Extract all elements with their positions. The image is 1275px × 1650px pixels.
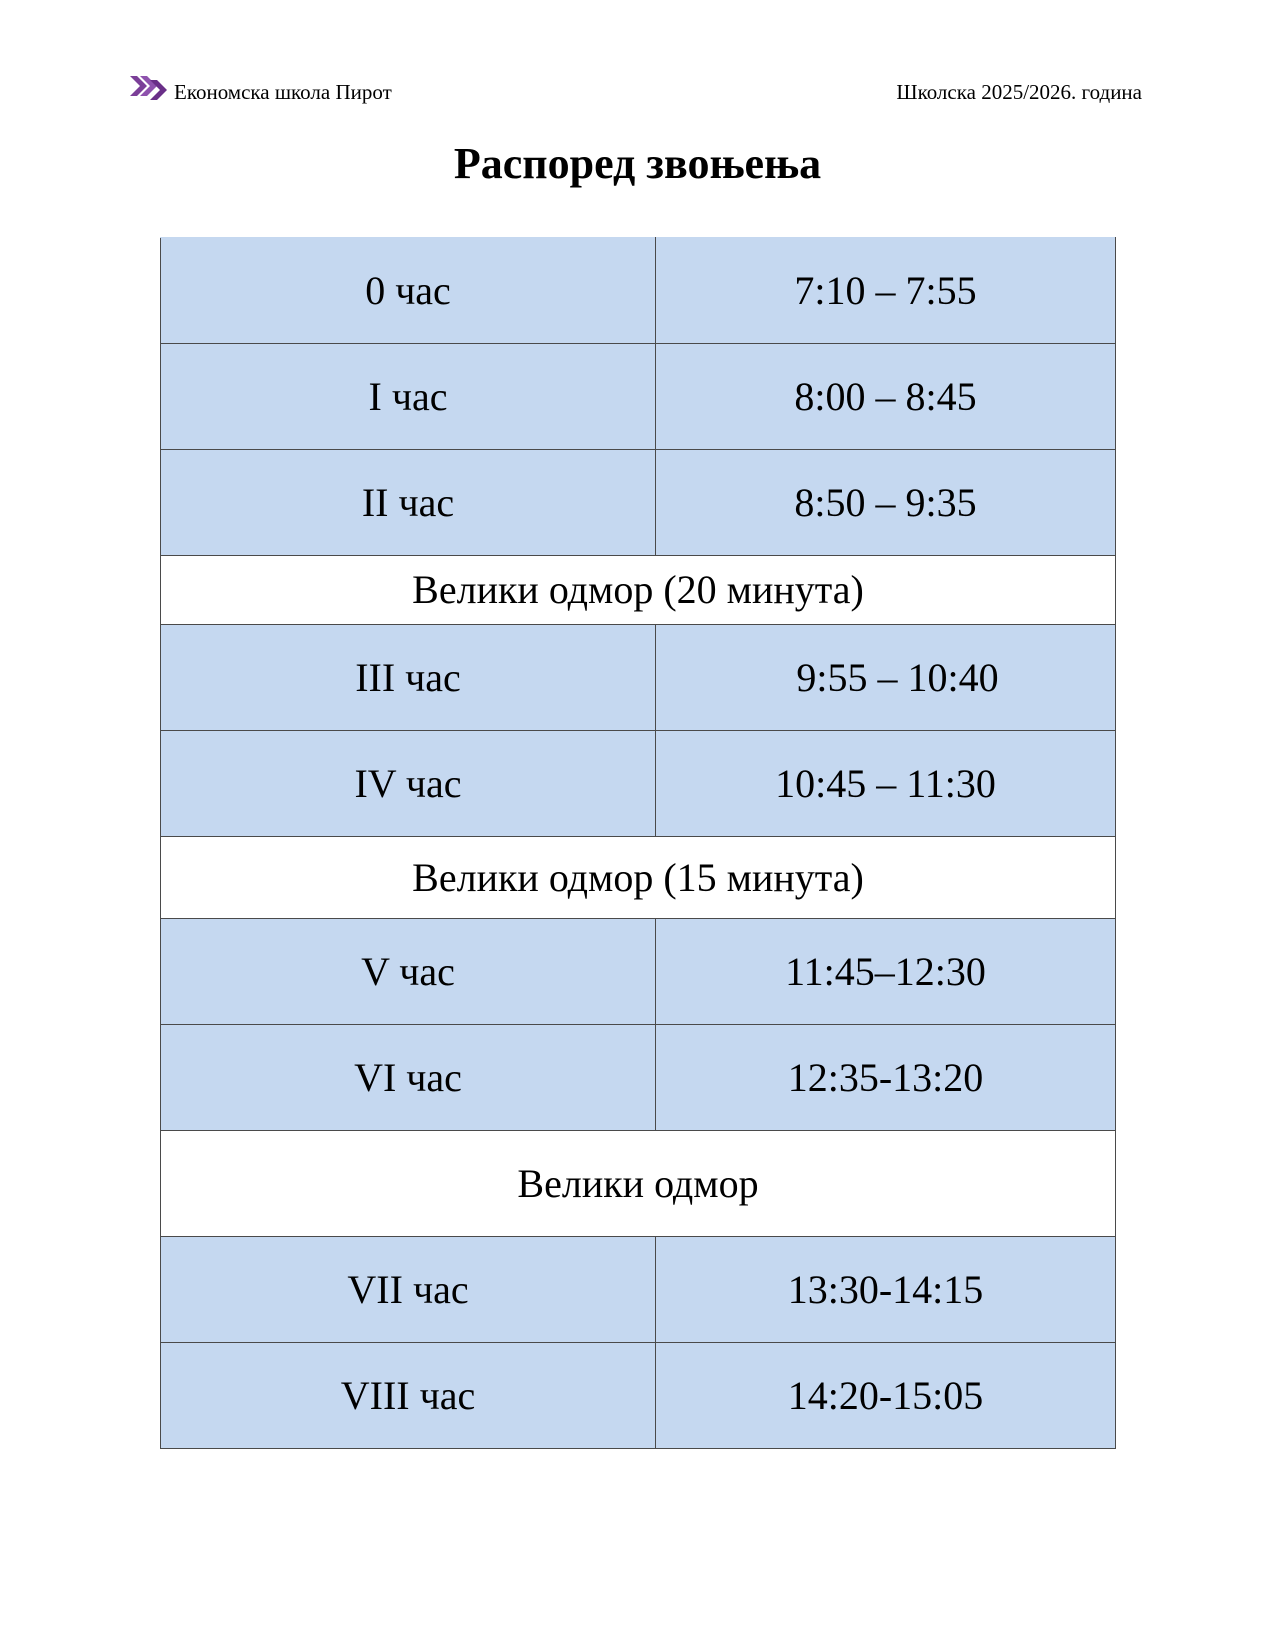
lesson-name: 0 час <box>161 238 656 344</box>
lesson-name: VIII час <box>161 1343 656 1449</box>
table-row-break <box>161 1131 1116 1237</box>
lesson-time: 12:35-13:20 <box>656 1025 1116 1131</box>
table-row-break <box>161 556 1116 625</box>
lesson-time: 14:20-15:05 <box>656 1343 1116 1449</box>
page-header <box>0 74 1275 114</box>
break-label: Велики одмор (20 минута) <box>161 556 1116 625</box>
lesson-time: 7:10 – 7:55 <box>656 238 1116 344</box>
lesson-name: VII час <box>161 1237 656 1343</box>
table-row-lesson <box>161 1025 1116 1131</box>
chevron-arrows-icon <box>130 74 168 102</box>
lesson-name: VI час <box>161 1025 656 1131</box>
table-row-lesson <box>161 919 1116 1025</box>
lesson-time: 13:30-14:15 <box>656 1237 1116 1343</box>
lesson-time: 8:00 – 8:45 <box>656 344 1116 450</box>
table-row-lesson <box>161 344 1116 450</box>
lesson-name: II час <box>161 450 656 556</box>
bell-schedule-table <box>160 237 1116 1449</box>
lesson-time: 9:55 – 10:40 <box>656 625 1116 731</box>
lesson-time: 10:45 – 11:30 <box>656 731 1116 837</box>
table-row-lesson <box>161 238 1116 344</box>
lesson-time: 11:45–12:30 <box>656 919 1116 1025</box>
table-row-lesson <box>161 625 1116 731</box>
lesson-name: III час <box>161 625 656 731</box>
table-row-lesson <box>161 1343 1116 1449</box>
break-label: Велики одмор <box>161 1131 1116 1237</box>
table-row-lesson <box>161 1237 1116 1343</box>
lesson-name: I час <box>161 344 656 450</box>
school-name: Економска школа Пирот <box>174 80 392 104</box>
table-row-lesson <box>161 450 1116 556</box>
lesson-name: IV час <box>161 731 656 837</box>
break-label: Велики одмор (15 минута) <box>161 837 1116 919</box>
page-title: Распоред звоњења <box>453 139 822 188</box>
lesson-time: 8:50 – 9:35 <box>656 450 1116 556</box>
table-row-break <box>161 837 1116 919</box>
school-year: Школска 2025/2026. година <box>896 80 1142 104</box>
table-row-lesson <box>161 731 1116 837</box>
lesson-name: V час <box>161 919 656 1025</box>
